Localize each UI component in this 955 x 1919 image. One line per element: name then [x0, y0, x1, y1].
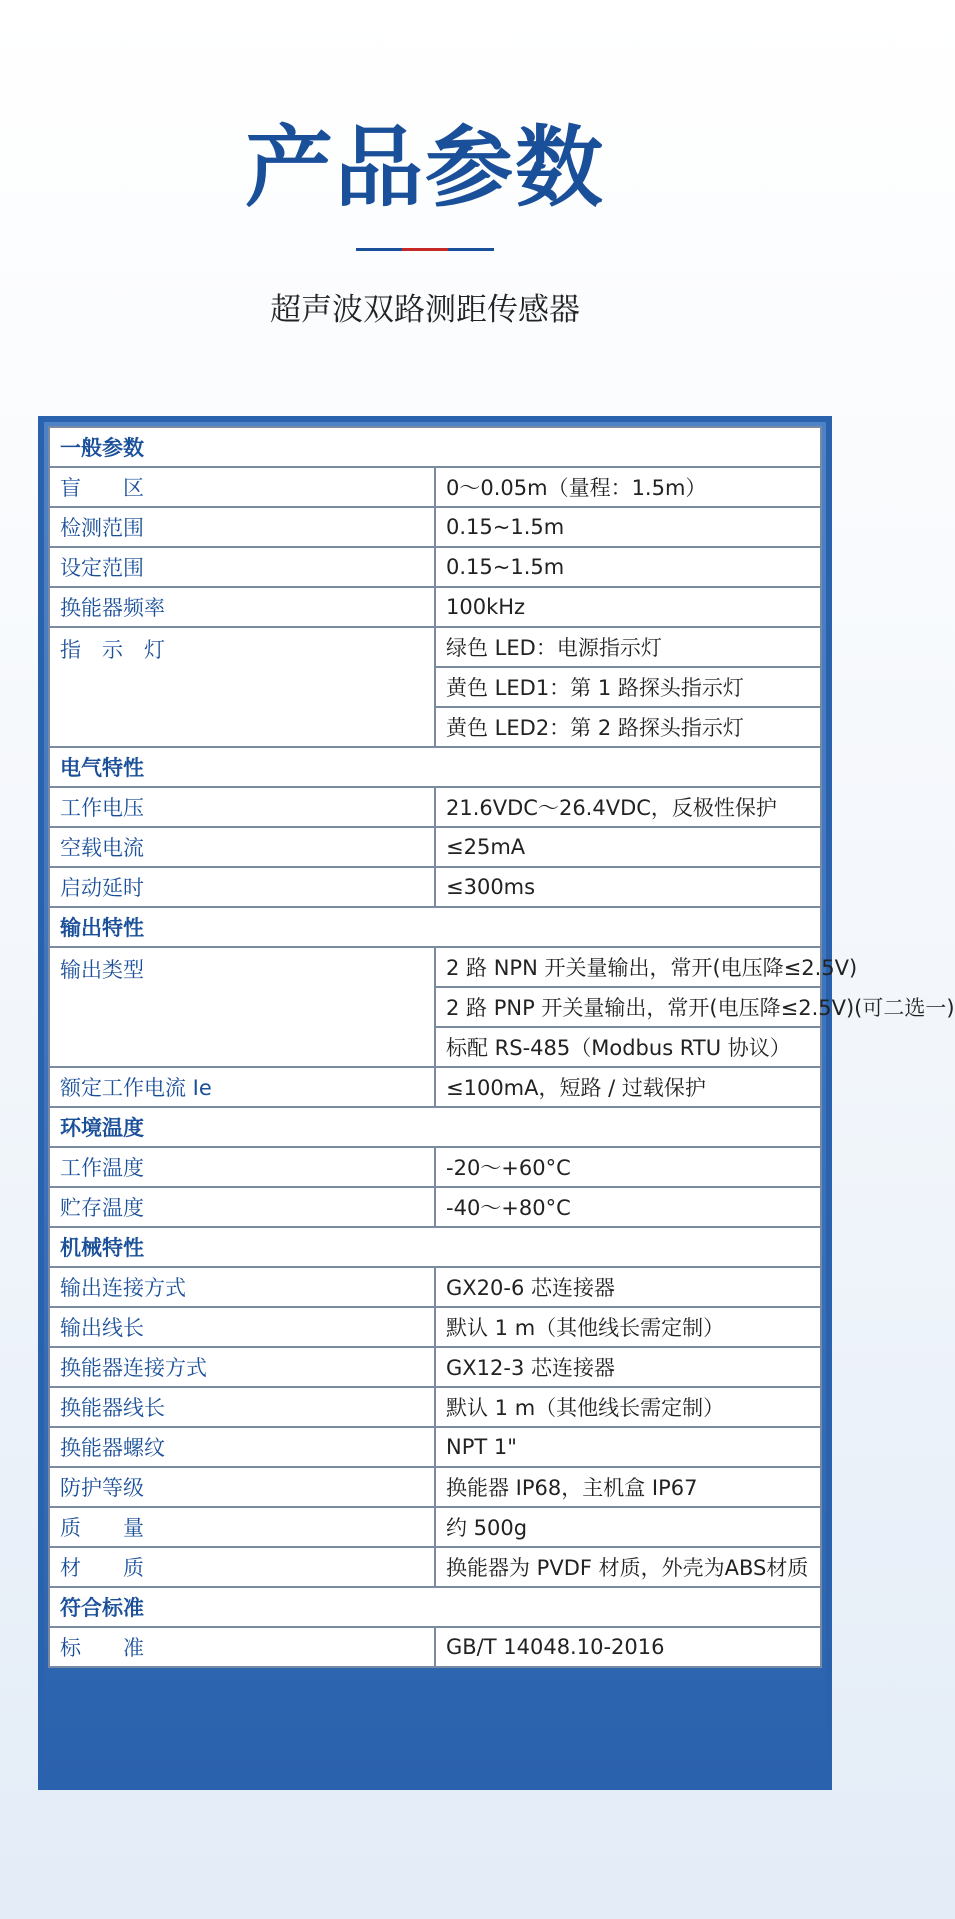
spec-value: 换能器为 PVDF 材质，外壳为ABS材质	[435, 1547, 821, 1587]
spec-value: 0～0.05m（量程：1.5m）	[435, 467, 821, 507]
spec-value: 绿色 LED：电源指示灯	[435, 627, 821, 667]
section-title: 电气特性	[49, 747, 821, 787]
spec-value: 换能器 IP68，主机盒 IP67	[435, 1467, 821, 1507]
spec-value: 黄色 LED2：第 2 路探头指示灯	[435, 707, 821, 747]
spec-value: 100kHz	[435, 587, 821, 627]
section-row	[49, 1227, 821, 1267]
spec-label: 质 量	[49, 1507, 435, 1547]
spec-value: GX12-3 芯连接器	[435, 1347, 821, 1387]
divider-accent	[402, 248, 448, 251]
spec-row	[49, 1347, 821, 1387]
spec-value: ≤100mA，短路 / 过载保护	[435, 1067, 821, 1107]
spec-value: 0.15~1.5m	[435, 547, 821, 587]
spec-row	[49, 1267, 821, 1307]
spec-value: ≤300ms	[435, 867, 821, 907]
spec-value: ≤25mA	[435, 827, 821, 867]
spec-row	[49, 1067, 821, 1107]
spec-row	[49, 1187, 821, 1227]
spec-label: 标 准	[49, 1627, 435, 1667]
section-row	[49, 427, 821, 467]
spec-label: 换能器频率	[49, 587, 435, 627]
spec-label: 输出类型	[49, 947, 435, 1067]
spec-row	[49, 1467, 821, 1507]
spec-label: 指 示 灯	[49, 627, 435, 747]
page-subtitle: 超声波双路测距传感器	[270, 292, 580, 328]
spec-value: -40～+80°C	[435, 1187, 821, 1227]
spec-row	[49, 867, 821, 907]
spec-value: -20～+60°C	[435, 1147, 821, 1187]
spec-row	[49, 1427, 821, 1467]
spec-label: 盲 区	[49, 467, 435, 507]
spec-label: 启动延时	[49, 867, 435, 907]
section-row	[49, 747, 821, 787]
spec-value: 默认 1 m（其他线长需定制）	[435, 1307, 821, 1347]
spec-value: 默认 1 m（其他线长需定制）	[435, 1387, 821, 1427]
spec-value: 21.6VDC～26.4VDC，反极性保护	[435, 787, 821, 827]
section-row	[49, 1107, 821, 1147]
spec-row	[49, 627, 821, 667]
spec-row	[49, 827, 821, 867]
section-title: 输出特性	[49, 907, 821, 947]
spec-label: 设定范围	[49, 547, 435, 587]
section-title: 机械特性	[49, 1227, 821, 1267]
spec-row	[49, 1147, 821, 1187]
spec-value: 标配 RS-485（Modbus RTU 协议）	[435, 1027, 821, 1067]
spec-label: 工作电压	[49, 787, 435, 827]
spec-label: 输出线长	[49, 1307, 435, 1347]
spec-row	[49, 947, 821, 987]
section-row	[49, 907, 821, 947]
spec-label: 换能器连接方式	[49, 1347, 435, 1387]
spec-row	[49, 587, 821, 627]
spec-label: 贮存温度	[49, 1187, 435, 1227]
spec-row	[49, 1507, 821, 1547]
spec-value: NPT 1"	[435, 1427, 821, 1467]
spec-row	[49, 547, 821, 587]
spec-table-body	[49, 427, 955, 1667]
spec-value: 约 500g	[435, 1507, 821, 1547]
spec-value: 黄色 LED1：第 1 路探头指示灯	[435, 667, 821, 707]
spec-value: 0.15~1.5m	[435, 507, 821, 547]
spec-label: 空载电流	[49, 827, 435, 867]
spec-row	[49, 1387, 821, 1427]
spec-table-frame	[38, 416, 955, 1790]
spec-label: 输出连接方式	[49, 1267, 435, 1307]
spec-label: 换能器线长	[49, 1387, 435, 1427]
spec-table	[48, 426, 955, 1668]
section-title: 一般参数	[49, 427, 821, 467]
spec-row	[49, 507, 821, 547]
spec-label: 防护等级	[49, 1467, 435, 1507]
spec-label: 额定工作电流 Ie	[49, 1067, 435, 1107]
spec-value: GB/T 14048.10-2016	[435, 1627, 821, 1667]
spec-value: 2 路 NPN 开关量输出，常开(电压降≤2.5V)	[435, 947, 821, 987]
spec-value: 2 路 PNP 开关量输出，常开(电压降≤2.5V)(可二选一)	[435, 987, 821, 1027]
spec-row	[49, 1627, 821, 1667]
spec-row	[49, 467, 821, 507]
spec-value: GX20-6 芯连接器	[435, 1267, 821, 1307]
title-divider	[356, 248, 494, 251]
spec-label: 工作温度	[49, 1147, 435, 1187]
spec-row	[49, 787, 821, 827]
section-title: 符合标准	[49, 1587, 821, 1627]
spec-label: 检测范围	[49, 507, 435, 547]
spec-label: 换能器螺纹	[49, 1427, 435, 1467]
page-title: 产品参数	[244, 116, 605, 219]
section-title: 环境温度	[49, 1107, 821, 1147]
spec-label: 材 质	[49, 1547, 435, 1587]
spec-row	[49, 1547, 821, 1587]
spec-row	[49, 1307, 821, 1347]
section-row	[49, 1587, 821, 1627]
